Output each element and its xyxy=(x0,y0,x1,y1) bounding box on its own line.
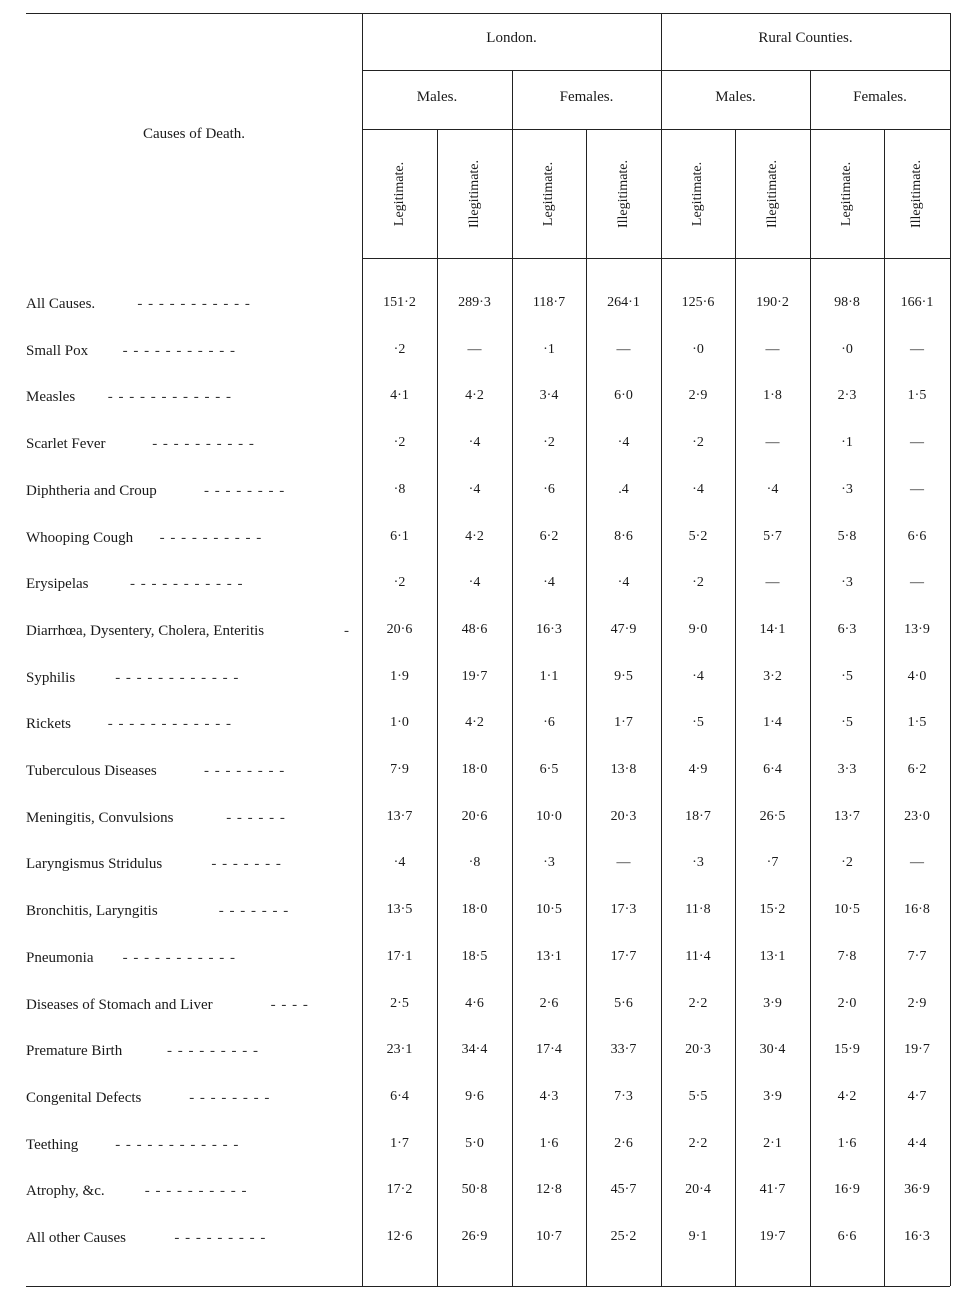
table-cell: 3·9 xyxy=(763,1088,782,1104)
leader-dots: - - - - - - - - - - - xyxy=(122,949,237,966)
table-cell: 9·1 xyxy=(688,1229,708,1244)
table-cell: ·1 xyxy=(841,435,853,451)
table-cell: 5·2 xyxy=(688,528,708,544)
column-header-legitimate: Legitimate. xyxy=(839,161,854,227)
table-cell: 3·3 xyxy=(837,762,857,777)
column-header-legitimate: Legitimate. xyxy=(541,161,556,227)
table-cell: 6·2 xyxy=(907,762,927,777)
table-cell: 23·0 xyxy=(904,808,930,824)
leader-dots: - - - - - - - - - - xyxy=(144,1183,248,1200)
causes-header: Causes of Death. xyxy=(142,126,246,142)
column-header-illegitimate: Illegitimate. xyxy=(764,159,780,229)
table-cell: 9·6 xyxy=(465,1088,484,1104)
table-cell: ·2 xyxy=(841,855,853,871)
table-cell: 4·2 xyxy=(465,388,484,404)
sex-header: Females. xyxy=(559,89,614,105)
leader-dots: - - - - - - - - - - - - xyxy=(115,669,240,686)
table-cell: 16·3 xyxy=(536,621,562,637)
table-cell: 10·7 xyxy=(536,1229,562,1244)
table-cell: 2·3 xyxy=(837,388,857,404)
table-cell: ·5 xyxy=(692,715,704,731)
table-cell: 2·5 xyxy=(390,995,409,1011)
table-cell: 4·7 xyxy=(907,1088,927,1104)
row-cause-label: Measles xyxy=(26,389,76,406)
table-cell: ·8 xyxy=(468,855,481,871)
leader-dots: - - - - - - - xyxy=(218,903,290,920)
sex-header: Males. xyxy=(715,89,756,105)
table-cell: ·4 xyxy=(468,435,481,451)
table-cell: 7·3 xyxy=(614,1088,633,1104)
leader-dots: - - - - xyxy=(270,996,309,1013)
table-cell: 33·7 xyxy=(610,1042,637,1058)
column-header-illegitimate: Illegitimate. xyxy=(466,159,482,229)
table-cell: — xyxy=(616,341,631,357)
legitimacy-divider xyxy=(735,129,736,1286)
table-cell: ·2 xyxy=(393,435,406,451)
table-cell: 4·4 xyxy=(907,1135,927,1151)
row-cause-label: Meningitis, Convulsions xyxy=(26,809,174,826)
table-cell: 12·6 xyxy=(386,1229,413,1244)
table-cell: 98·8 xyxy=(834,295,860,310)
leader-dots: - - - - - - - - - xyxy=(174,1230,267,1246)
row-cause-label: Diphtheria and Croup xyxy=(26,482,157,499)
column-header-illegitimate: Illegitimate. xyxy=(615,159,631,229)
table-cell: 17·3 xyxy=(610,902,637,918)
leader-dots: - - - - - - - - xyxy=(189,1089,271,1106)
table-cell: 4·2 xyxy=(837,1088,857,1104)
leader-dots: - - - - - - - - - - - - xyxy=(107,389,232,406)
table-cell: ·5 xyxy=(841,715,853,731)
table-cell: 1·9 xyxy=(390,668,409,684)
table-cell: ·2 xyxy=(393,575,406,591)
table-cell: 15·2 xyxy=(759,902,786,918)
table-cell: 16·9 xyxy=(834,1182,860,1198)
table-cell: 5·5 xyxy=(688,1088,708,1104)
table-cell: ·6 xyxy=(543,481,555,497)
table-cell: — xyxy=(910,341,924,357)
table-cell: 7·8 xyxy=(837,948,857,964)
table-cell: 13·5 xyxy=(386,902,413,918)
table-cell: 6·2 xyxy=(539,528,559,544)
table-cell: 4·0 xyxy=(907,668,927,684)
table-cell: ·4 xyxy=(468,575,481,591)
table-cell: 13·8 xyxy=(610,762,637,777)
table-cell: 10·0 xyxy=(536,808,562,824)
table-cell: 17·4 xyxy=(536,1042,562,1058)
table-cell: 26·9 xyxy=(461,1229,488,1244)
table-cell: — xyxy=(910,481,924,497)
table-cell: 5·6 xyxy=(614,995,633,1011)
table-cell: 18·0 xyxy=(461,902,488,918)
table-cell: 6·4 xyxy=(763,762,782,777)
table-cell: 20·3 xyxy=(685,1042,711,1058)
table-cell: 190·2 xyxy=(756,295,789,310)
bottom-rule xyxy=(26,1286,950,1287)
table-cell: ·6 xyxy=(543,715,555,731)
table-cell: 17·1 xyxy=(386,948,413,964)
table-cell: 6·0 xyxy=(614,388,633,404)
table-cell: ·4 xyxy=(393,855,406,871)
table-cell: 19·7 xyxy=(461,668,488,684)
sex-rule xyxy=(362,129,950,130)
table-cell: — xyxy=(765,575,780,591)
table-cell: 4·2 xyxy=(465,715,484,731)
table-cell: ·2 xyxy=(393,341,406,357)
region-header: Rural Counties. xyxy=(758,30,853,46)
table-cell: 6·3 xyxy=(837,621,857,637)
table-cell: 1·1 xyxy=(539,668,559,684)
table-cell: 7·7 xyxy=(907,948,927,964)
table-cell: — xyxy=(910,855,924,871)
legitimacy-divider xyxy=(437,129,438,1286)
table-cell: 45·7 xyxy=(610,1182,637,1198)
table-cell: 1·0 xyxy=(390,715,409,731)
table-cell: 166·1 xyxy=(900,295,934,310)
table-cell: 2·2 xyxy=(688,1135,708,1151)
table-cell: 13·9 xyxy=(904,621,930,637)
table-cell: — xyxy=(765,435,780,451)
table-cell: 11·8 xyxy=(685,902,711,918)
table-cell: ·4 xyxy=(468,481,481,497)
sex-header: Females. xyxy=(853,89,907,105)
table-cell: 6·6 xyxy=(907,528,927,544)
region-divider xyxy=(661,13,662,1286)
sex-header: Males. xyxy=(416,89,458,105)
table-cell: 1·7 xyxy=(390,1135,409,1151)
sex-divider-rural xyxy=(810,70,811,1286)
table-cell: 19·7 xyxy=(904,1042,930,1058)
row-cause-label: Syphilis xyxy=(26,669,76,686)
row-cause-label: Diarrhœa, Dysentery, Cholera, Enteritis xyxy=(26,622,265,639)
table-cell: 13·7 xyxy=(386,808,413,824)
table-cell: ·2 xyxy=(692,575,704,591)
table-cell: 23·1 xyxy=(386,1042,413,1058)
top-rule xyxy=(26,13,950,14)
table-cell: 1·6 xyxy=(837,1135,857,1151)
row-cause-label: Small Pox xyxy=(26,342,89,359)
table-cell: 6·6 xyxy=(837,1229,857,1244)
table-cell: .4 xyxy=(618,481,629,497)
row-cause-label: Rickets xyxy=(26,716,71,733)
table-cell: 6·1 xyxy=(390,528,409,544)
table-cell: 50·8 xyxy=(461,1182,488,1198)
table-cell: 10·5 xyxy=(536,902,562,918)
table-cell: 6·5 xyxy=(539,762,559,777)
table-cell: 20·3 xyxy=(610,808,637,824)
table-cell: ·4 xyxy=(617,575,630,591)
table-cell: ·8 xyxy=(393,481,406,497)
table-cell: 25·2 xyxy=(610,1229,637,1244)
leader-dots: - - - - - - - - - - - xyxy=(122,342,237,359)
table-cell: 2·9 xyxy=(688,388,708,404)
leader-dots: - - - - - - xyxy=(226,809,286,826)
row-cause-label: All Causes. xyxy=(26,296,96,312)
table-cell: 1·7 xyxy=(614,715,633,731)
table-cell: 1·5 xyxy=(907,388,927,404)
table-cell: 13·1 xyxy=(759,948,786,964)
table-cell: 9·0 xyxy=(688,621,708,637)
table-cell: ·5 xyxy=(841,668,853,684)
row-cause-label: Diseases of Stomach and Liver xyxy=(26,996,213,1013)
table-cell: 41·7 xyxy=(759,1182,786,1198)
table-cell: 264·1 xyxy=(607,295,640,310)
header-bottom-rule xyxy=(362,258,950,259)
table-cell: — xyxy=(910,435,924,451)
table-cell: 2·6 xyxy=(614,1135,633,1151)
table-cell: 5·7 xyxy=(763,528,782,544)
table-cell: — xyxy=(910,575,924,591)
table-cell: ·0 xyxy=(692,341,704,357)
table-cell: ·2 xyxy=(543,435,555,451)
table-cell: — xyxy=(616,855,631,871)
table-cell: 12·8 xyxy=(536,1182,562,1198)
table-cell: 8·6 xyxy=(614,528,633,544)
table-cell: ·4 xyxy=(617,435,630,451)
table-cell: 2·0 xyxy=(837,995,857,1011)
table-cell: ·4 xyxy=(766,481,779,497)
row-cause-label: Tuberculous Diseases xyxy=(26,763,157,779)
leader-dots: - - - - - - - - - - - - xyxy=(115,1136,240,1153)
table-cell: 7·9 xyxy=(390,762,409,777)
row-cause-label: Laryngismus Stridulus xyxy=(26,856,163,873)
column-header-legitimate: Legitimate. xyxy=(391,161,407,227)
table-cell: 2·9 xyxy=(907,995,927,1011)
leader-dots: - xyxy=(344,622,350,639)
table-cell: 5·0 xyxy=(465,1135,484,1151)
column-header-illegitimate: Illegitimate. xyxy=(909,159,924,229)
leader-dots: - - - - - - - - - - - - xyxy=(107,716,232,733)
table-cell: 6·4 xyxy=(390,1088,409,1104)
table-cell: 2·6 xyxy=(539,995,559,1011)
table-cell: 13·7 xyxy=(834,808,860,824)
table-cell: 17·7 xyxy=(610,948,637,964)
table-cell: 289·3 xyxy=(458,295,491,310)
row-cause-label: Erysipelas xyxy=(26,576,89,593)
table-cell: 16·8 xyxy=(904,902,930,918)
table-cell: 1·6 xyxy=(539,1135,559,1151)
table-cell: 3·2 xyxy=(763,668,782,684)
row-cause-label: All other Causes xyxy=(26,1230,126,1246)
table-cell: 14·1 xyxy=(759,621,786,637)
leader-dots: - - - - - - - - - - - xyxy=(137,296,251,312)
table-cell: 118·7 xyxy=(532,295,566,310)
table-cell: 1·5 xyxy=(907,715,927,731)
table-cell: 3·9 xyxy=(763,995,782,1011)
table-cell: 26·5 xyxy=(759,808,786,824)
row-cause-label: Atrophy, &c. xyxy=(26,1183,105,1200)
table-cell: 15·9 xyxy=(834,1042,860,1058)
column-header-legitimate: Legitimate. xyxy=(690,161,705,227)
table-cell: 2·1 xyxy=(763,1135,782,1151)
leader-dots: - - - - - - - xyxy=(211,856,282,873)
table-cell: 4·3 xyxy=(539,1088,559,1104)
row-cause-label: Whooping Cough xyxy=(26,529,134,546)
table-cell: ·4 xyxy=(543,575,555,591)
region-rule xyxy=(362,70,950,71)
table-cell: 9·5 xyxy=(614,668,633,684)
table-cell: 1·8 xyxy=(763,388,782,404)
table-cell: 20·6 xyxy=(461,808,488,824)
leader-dots: - - - - - - - - xyxy=(204,482,286,499)
table-cell: 4·6 xyxy=(465,995,484,1011)
table-cell: 3·4 xyxy=(539,388,559,404)
table-cell: ·0 xyxy=(841,341,853,357)
left-body-rule xyxy=(362,13,363,1286)
table-cell: 18·0 xyxy=(461,762,488,777)
table-cell: ·3 xyxy=(841,575,853,591)
table-cell: ·1 xyxy=(543,341,555,357)
row-cause-label: Pneumonia xyxy=(26,949,94,966)
table-cell: ·4 xyxy=(692,668,704,684)
table-cell: 4·1 xyxy=(390,388,409,404)
table-cell: 17·2 xyxy=(386,1182,413,1198)
table-cell: 4·2 xyxy=(465,528,484,544)
table-cell: 125·6 xyxy=(681,295,715,310)
leader-dots: - - - - - - - - xyxy=(204,763,286,779)
sex-divider-london xyxy=(512,70,513,1286)
table-cell: 34·4 xyxy=(461,1042,488,1058)
row-cause-label: Bronchitis, Laryngitis xyxy=(26,903,158,920)
row-cause-label: Congenital Defects xyxy=(26,1089,142,1106)
table-cell: 5·8 xyxy=(837,528,857,544)
table-cell: 30·4 xyxy=(759,1042,786,1058)
table-cell: 48·6 xyxy=(461,621,488,637)
table-cell: 18·7 xyxy=(685,808,711,824)
table-cell: ·3 xyxy=(543,855,555,871)
table-cell: 2·2 xyxy=(688,995,708,1011)
table-cell: — xyxy=(765,341,780,357)
table-cell: 151·2 xyxy=(383,295,416,310)
row-cause-label: Scarlet Fever xyxy=(26,436,106,453)
table-cell: 18·5 xyxy=(461,948,488,964)
table-cell: ·2 xyxy=(692,435,704,451)
table-cell: 36·9 xyxy=(904,1182,930,1198)
leader-dots: - - - - - - - - - - xyxy=(152,436,255,453)
table-cell: 20·6 xyxy=(386,621,413,637)
table-cell: 47·9 xyxy=(610,621,637,637)
table-cell: 10·5 xyxy=(834,902,860,918)
table-cell: 20·4 xyxy=(685,1182,711,1198)
table-cell: 4·9 xyxy=(688,762,708,777)
legitimacy-divider xyxy=(586,129,587,1286)
table-cell: — xyxy=(467,341,482,357)
leader-dots: - - - - - - - - - xyxy=(167,1043,259,1060)
row-cause-label: Premature Birth xyxy=(26,1043,123,1060)
table-cell: 16·3 xyxy=(904,1229,930,1244)
leader-dots: - - - - - - - - - - xyxy=(159,529,263,546)
table-cell: 19·7 xyxy=(759,1229,786,1244)
table-cell: ·7 xyxy=(766,855,779,871)
table-cell: 11·4 xyxy=(685,948,711,964)
region-header: London. xyxy=(486,30,537,46)
row-cause-label: Teething xyxy=(26,1136,79,1153)
table-cell: 13·1 xyxy=(536,948,562,964)
leader-dots: - - - - - - - - - - - xyxy=(130,576,244,593)
table-cell: 1·4 xyxy=(763,715,782,731)
table-cell: ·4 xyxy=(692,481,704,497)
table-cell: ·3 xyxy=(841,481,853,497)
table-cell: ·3 xyxy=(692,855,704,871)
